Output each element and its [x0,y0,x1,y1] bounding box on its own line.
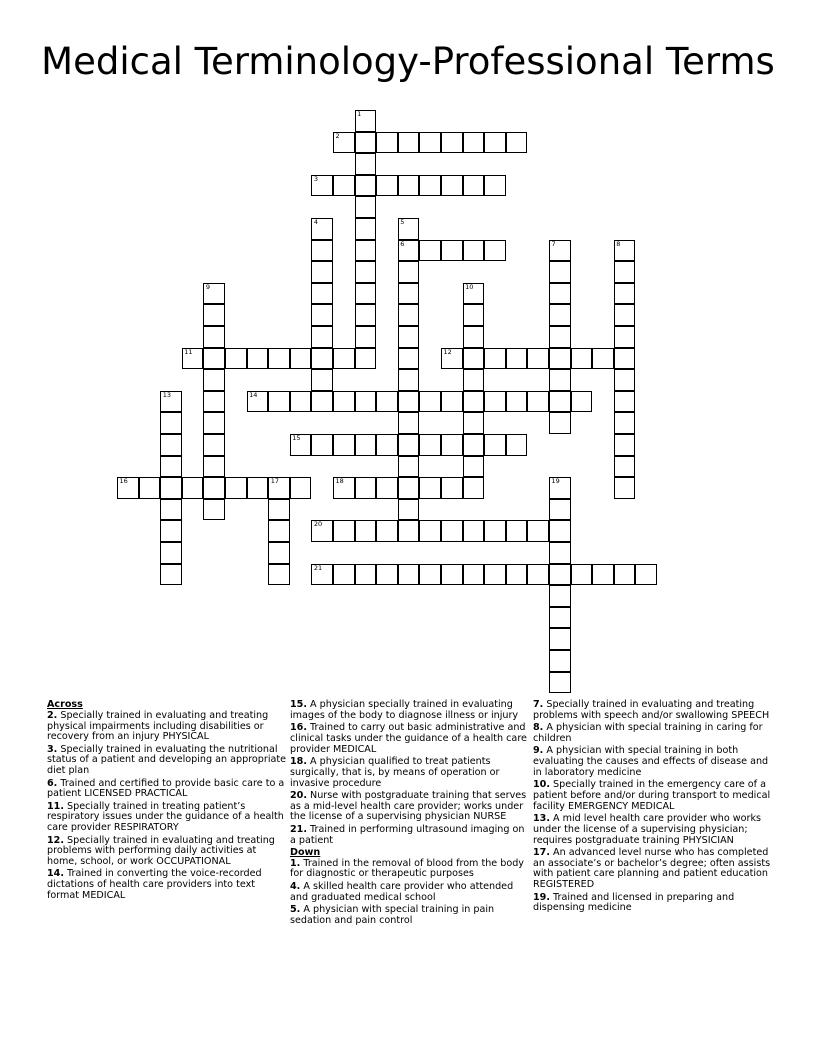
grid-cell[interactable] [355,261,377,283]
grid-cell[interactable] [441,477,463,499]
grid-cell[interactable] [463,326,485,348]
grid-cell[interactable] [549,607,571,629]
clue-number: 5 [400,218,405,226]
grid-cell[interactable] [398,348,420,370]
grid-cell[interactable] [203,304,225,326]
grid-cell[interactable] [376,391,398,413]
grid-cell[interactable] [355,564,377,586]
grid-cell[interactable] [311,304,333,326]
clue-number: 2 [335,131,340,140]
grid-cell[interactable] [463,240,485,262]
grid-cell[interactable] [614,477,636,499]
grid-cell[interactable] [268,564,290,586]
grid-cell[interactable] [614,412,636,434]
grid-cell[interactable] [333,175,355,197]
grid-cell[interactable] [398,456,420,478]
grid-cell[interactable] [506,520,528,542]
grid-cell[interactable] [614,434,636,456]
grid-cell[interactable] [203,283,225,305]
clue-text: Trained to carry out basic administrative and clinical tasks under the guidance of a health care provider MEDICAL [290,722,527,755]
grid-cell[interactable] [506,391,528,413]
grid-cell[interactable] [463,520,485,542]
clue-text: An advanced level nurse who has completed an associate’s or bachelor’s degree; often assists with patient care planning and patient education REGISTERED [533,846,771,891]
grid-cell[interactable] [160,542,182,564]
clue-number: 6 [400,239,405,248]
grid-cell[interactable] [355,348,377,370]
grid-cell[interactable] [463,175,485,197]
clue-number: 15 [292,434,301,442]
grid-cell[interactable] [549,542,571,564]
clue-number-label: 11. [47,800,64,812]
grid-cell[interactable] [549,585,571,607]
grid-cell[interactable] [355,434,377,456]
grid-cell[interactable] [247,477,269,499]
grid-cell[interactable] [398,240,420,262]
grid-cell[interactable] [398,132,420,154]
clue-number: 20 [313,520,323,529]
clue-text: A physician with special training in caring for children [533,722,763,744]
grid-cell[interactable] [527,520,549,542]
grid-cell[interactable] [160,456,182,478]
grid-cell[interactable] [376,175,398,197]
page-title: Medical Terminology-Professional Terms [41,40,775,83]
grid-cell[interactable] [484,520,506,542]
clue-text: Nurse with postgraduate training that serves as a mid-level health care provider; works under the license of a supervising physician NURSE [290,789,527,823]
grid-cell[interactable] [117,477,139,499]
across-clue [47,802,287,834]
grid-cell[interactable] [203,369,225,391]
grid-cell[interactable] [398,304,420,326]
grid-cell[interactable] [549,412,571,434]
grid-cell[interactable] [571,348,593,370]
grid-cell[interactable] [463,391,485,413]
grid-cell[interactable] [549,304,571,326]
grid-cell[interactable] [527,348,549,370]
grid-cell[interactable] [549,628,571,650]
clue-number-label: 3. [47,743,58,755]
clue-column-1 [47,700,287,903]
grid-cell[interactable] [441,348,463,370]
grid-cell[interactable] [635,564,657,586]
clue-text: Trained in the removal of blood from the body for diagnostic or therapeutic purposes [290,857,524,880]
down-heading: Down [290,846,321,858]
grid-cell[interactable] [441,132,463,154]
grid-cell[interactable] [311,369,333,391]
grid-cell[interactable] [355,218,377,240]
clue-number: 4 [313,218,319,226]
grid-cell[interactable] [355,520,377,542]
clue-number: 9 [205,282,211,291]
down-clue [533,848,773,891]
grid-cell[interactable] [182,348,204,370]
grid-cell[interactable] [311,175,333,197]
clue-number-label: 14. [47,868,64,880]
clue-text: A physician with special training in pain sedation and pain control [290,903,495,926]
down-clue [290,882,530,904]
grid-cell[interactable] [506,132,528,154]
grid-cell[interactable] [549,672,571,694]
grid-cell[interactable] [463,412,485,434]
clue-text: Specially trained in the emergency care of a patient before and/or during transport to medical facility EMERGENCY MEDICAL [533,779,771,812]
grid-cell[interactable] [311,391,333,413]
across-clue [290,757,530,789]
grid-cell[interactable] [160,434,182,456]
grid-cell[interactable] [355,326,377,348]
grid-cell[interactable] [290,434,312,456]
clue-number-label: 9. [533,745,544,757]
grid-cell[interactable] [203,499,225,521]
grid-cell[interactable] [441,175,463,197]
grid-cell[interactable] [614,261,636,283]
grid-cell[interactable] [355,283,377,305]
clue-number: 11 [184,347,193,356]
grid-cell[interactable] [614,283,636,305]
grid-cell[interactable] [203,348,225,370]
down-clue [533,723,773,745]
clue-text: Trained in converting the voice-recorded dictations of health care providers into text format MEDICAL [47,868,262,902]
grid-cell[interactable] [160,564,182,586]
grid-cell[interactable] [398,218,420,240]
clue-number-label: 17. [533,846,550,858]
clue-text: A physician specially trained in evaluating images of the body to diagnose illness or injury [290,699,519,721]
grid-cell[interactable] [614,456,636,478]
grid-cell[interactable] [463,477,485,499]
clue-number-label: 7. [533,699,544,710]
grid-cell[interactable] [268,348,290,370]
grid-cell[interactable] [398,477,420,499]
grid-cell[interactable] [549,564,571,586]
grid-cell[interactable] [484,240,506,262]
clue-text: A skilled health care provider who attended and graduated medical school [290,880,514,903]
down-clue [533,814,773,846]
grid-cell[interactable] [527,391,549,413]
grid-cell[interactable] [247,391,269,413]
grid-cell[interactable] [527,564,549,586]
grid-cell[interactable] [571,391,593,413]
clue-number: 19 [551,477,560,486]
grid-cell[interactable] [398,369,420,391]
across-clue [290,723,530,755]
grid-cell[interactable] [463,564,485,586]
grid-cell[interactable] [376,132,398,154]
grid-cell[interactable] [484,434,506,456]
grid-cell[interactable] [203,412,225,434]
grid-cell[interactable] [333,434,355,456]
across-clue [290,825,530,847]
grid-cell[interactable] [549,499,571,521]
across-heading: Across [47,699,83,710]
grid-cell[interactable] [398,175,420,197]
grid-cell[interactable] [311,326,333,348]
clue-text: Specially trained in evaluating the nutritional status of a patient and developing an appropriate diet plan [47,743,287,777]
clue-number: 16 [119,477,128,486]
grid-cell[interactable] [506,348,528,370]
grid-cell[interactable] [160,520,182,542]
grid-cell[interactable] [311,218,333,240]
grid-cell[interactable] [355,240,377,262]
clue-text: Specially trained in evaluating and treating problems with performing daily activities at home, school, or work OCCUPATIONAL [47,834,275,868]
grid-cell[interactable] [311,348,333,370]
clue-number-label: 4. [290,880,301,892]
grid-cell[interactable] [311,261,333,283]
grid-cell[interactable] [290,391,312,413]
clue-number-label: 20. [290,789,307,801]
grid-cell[interactable] [311,283,333,305]
clue-text: Specially trained in evaluating and treating physical impairments including disabilities or recovery from an injury PHYSICAL [47,709,269,743]
grid-cell[interactable] [592,348,614,370]
clue-column-3 [533,700,773,916]
grid-cell[interactable] [614,304,636,326]
grid-cell[interactable] [614,369,636,391]
down-clue [290,905,530,927]
across-clue [47,779,287,801]
down-clue [533,700,773,722]
grid-cell[interactable] [355,175,377,197]
grid-cell[interactable] [203,391,225,413]
grid-cell[interactable] [376,477,398,499]
grid-cell[interactable] [268,499,290,521]
grid-cell[interactable] [463,456,485,478]
grid-cell[interactable] [549,240,571,262]
grid-cell[interactable] [398,261,420,283]
grid-cell[interactable] [484,564,506,586]
grid-cell[interactable] [247,348,269,370]
across-clue [290,791,530,823]
grid-cell[interactable] [398,326,420,348]
grid-cell[interactable] [614,240,636,262]
clue-number-label: 19. [533,891,550,903]
grid-cell[interactable] [549,520,571,542]
grid-cell[interactable] [463,283,485,305]
grid-cell[interactable] [203,456,225,478]
clue-number-label: 18. [290,755,307,767]
clue-number-label: 1. [290,857,301,869]
clue-column-2 [290,700,530,928]
grid-cell[interactable] [311,434,333,456]
grid-cell[interactable] [484,132,506,154]
grid-cell[interactable] [203,326,225,348]
grid-cell[interactable] [203,477,225,499]
grid-cell[interactable] [355,153,377,175]
clue-number-label: 10. [533,779,550,791]
grid-cell[interactable] [614,348,636,370]
clue-number: 3 [313,174,319,183]
grid-cell[interactable] [333,391,355,413]
grid-cell[interactable] [376,564,398,586]
clue-text: Trained and licensed in preparing and dispensing medicine [533,891,735,914]
grid-cell[interactable] [160,499,182,521]
grid-cell[interactable] [506,564,528,586]
grid-cell[interactable] [333,348,355,370]
grid-cell[interactable] [311,240,333,262]
clue-text: A physician qualified to treat patients surgically, that is, by means of operation or invasive procedure [290,755,500,789]
grid-cell[interactable] [203,434,225,456]
clue-number: 7 [551,239,556,248]
down-clue [533,780,773,812]
grid-cell[interactable] [160,391,182,413]
clue-number: 10 [465,282,474,291]
grid-cell[interactable] [398,499,420,521]
clue-text: Trained in performing ultrasound imaging on a patient [290,823,525,846]
grid-cell[interactable] [549,391,571,413]
grid-cell[interactable] [225,348,247,370]
clue-text: Specially trained in treating patient’s respiratory issues under the guidance of a health care provider RESPIRATORY [47,800,284,834]
grid-cell[interactable] [419,520,441,542]
grid-cell[interactable] [484,175,506,197]
grid-cell[interactable] [463,369,485,391]
grid-cell[interactable] [441,434,463,456]
grid-cell[interactable] [549,283,571,305]
grid-cell[interactable] [355,196,377,218]
grid-cell[interactable] [355,110,377,132]
grid-cell[interactable] [160,477,182,499]
grid-cell[interactable] [398,283,420,305]
grid-cell[interactable] [419,564,441,586]
clue-number-label: 6. [47,777,58,789]
down-clue [290,859,530,881]
grid-cell[interactable] [441,240,463,262]
clue-number: 18 [335,477,344,486]
grid-cell[interactable] [376,434,398,456]
grid-cell[interactable] [376,520,398,542]
clue-number-label: 13. [533,812,550,824]
across-clue [47,836,287,868]
grid-cell[interactable] [484,348,506,370]
grid-cell[interactable] [333,520,355,542]
clue-number: 14 [249,390,258,399]
grid-cell[interactable] [419,240,441,262]
grid-cell[interactable] [268,391,290,413]
clue-text: A mid level health care provider who works under the license of a supervising physician; requires postgraduate training PHYSICIAN [533,812,762,846]
clue-number-label: 12. [47,834,64,846]
across-clue [47,869,287,901]
grid-cell[interactable] [614,391,636,413]
down-clue [533,746,773,778]
grid-cell[interactable] [290,477,312,499]
clue-number-label: 15. [290,699,307,710]
grid-cell[interactable] [441,520,463,542]
grid-cell[interactable] [506,434,528,456]
grid-cell[interactable] [355,132,377,154]
grid-cell[interactable] [571,564,593,586]
grid-cell[interactable] [549,477,571,499]
grid-cell[interactable] [549,650,571,672]
clue-number: 12 [443,347,452,356]
grid-cell[interactable] [311,564,333,586]
clue-number: 13 [162,390,171,399]
clue-number-label: 2. [47,709,58,721]
clue-number: 8 [616,239,621,248]
grid-cell[interactable] [398,412,420,434]
grid-cell[interactable] [614,564,636,586]
grid-cell[interactable] [614,326,636,348]
grid-cell[interactable] [441,391,463,413]
grid-cell[interactable] [463,434,485,456]
grid-cell[interactable] [398,434,420,456]
clue-text: A physician with special training in both evaluating the causes and effects of disease and in laboratory medicine [533,745,769,778]
grid-cell[interactable] [398,564,420,586]
grid-cell[interactable] [419,175,441,197]
clue-number-label: 16. [290,722,307,734]
down-clue [533,893,773,915]
grid-cell[interactable] [290,348,312,370]
clue-number-label: 8. [533,722,544,734]
grid-cell[interactable] [484,391,506,413]
grid-cell[interactable] [311,520,333,542]
across-clue [290,700,530,722]
across-clue [47,711,287,743]
grid-cell[interactable] [268,520,290,542]
grid-cell[interactable] [463,348,485,370]
grid-cell[interactable] [355,391,377,413]
grid-cell[interactable] [549,261,571,283]
grid-cell[interactable] [182,477,204,499]
grid-cell[interactable] [268,542,290,564]
clue-text: Trained and certified to provide basic care to a patient LICENSED PRACTICAL [47,777,285,800]
grid-cell[interactable] [333,132,355,154]
across-clue [47,745,287,777]
clue-number: 1 [357,110,362,118]
clue-text: Specially trained in evaluating and treating problems with speech and/or swallowing SPEECH [533,699,770,721]
grid-cell[interactable] [549,348,571,370]
grid-cell[interactable] [268,477,290,499]
grid-cell[interactable] [463,132,485,154]
grid-cell[interactable] [355,477,377,499]
grid-cell[interactable] [398,520,420,542]
grid-cell[interactable] [419,391,441,413]
grid-cell[interactable] [463,304,485,326]
grid-cell[interactable] [398,391,420,413]
grid-cell[interactable] [333,477,355,499]
grid-cell[interactable] [592,564,614,586]
clue-number-label: 5. [290,903,301,915]
grid-cell[interactable] [333,564,355,586]
grid-cell[interactable] [139,477,161,499]
grid-cell[interactable] [419,477,441,499]
grid-cell[interactable] [355,304,377,326]
clue-number: 21 [313,563,323,572]
grid-cell[interactable] [225,477,247,499]
clue-number-label: 21. [290,823,307,835]
clue-number: 17 [270,477,279,486]
grid-cell[interactable] [441,564,463,586]
grid-cell[interactable] [419,132,441,154]
grid-cell[interactable] [549,326,571,348]
grid-cell[interactable] [160,412,182,434]
grid-cell[interactable] [549,369,571,391]
grid-cell[interactable] [419,434,441,456]
